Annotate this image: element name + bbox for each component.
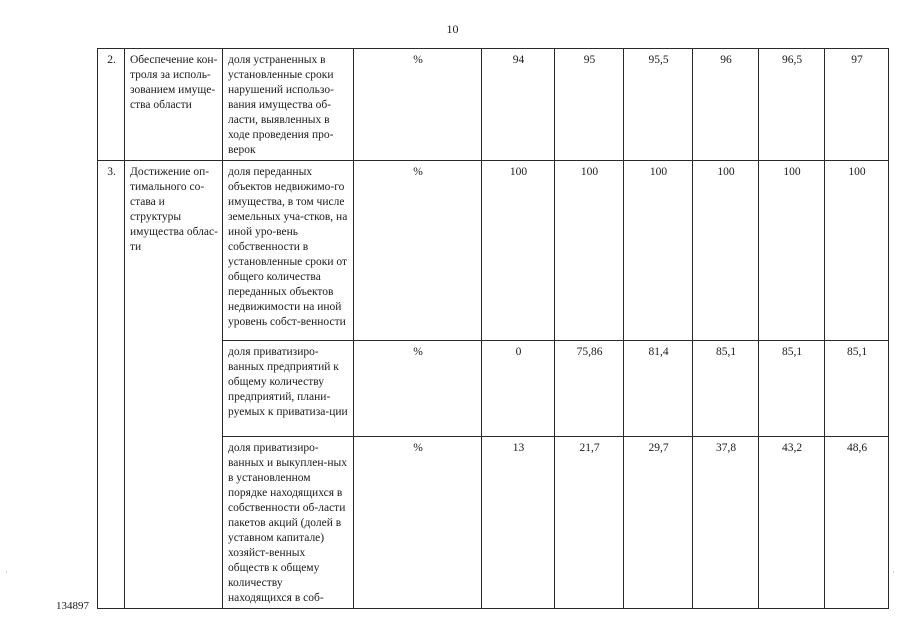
indicator-cell: доля переданных объектов недвижимо-го имущества, в том числе земельных уча-стков, на иной уро-вень собственности в установленные сроки от общего количества переданных объектов недвижимости на иной уровень собст-венности	[223, 161, 354, 341]
value-cell: 85,1	[759, 341, 825, 437]
document-code: 134897	[56, 600, 89, 612]
value-cell: 81,4	[624, 341, 693, 437]
value-cell: 96,5	[759, 49, 825, 161]
value-cell: 75,86	[555, 341, 624, 437]
value-cell: 100	[555, 161, 624, 341]
value-cell: 29,7	[624, 437, 693, 609]
value-cell: 85,1	[825, 341, 889, 437]
value-cell: 100	[759, 161, 825, 341]
value-cell: 95,5	[624, 49, 693, 161]
value-cell: 100	[624, 161, 693, 341]
table-row	[98, 161, 889, 341]
value-cell: 95	[555, 49, 624, 161]
row-number: 3.	[98, 161, 125, 609]
value-cell: 48,6	[825, 437, 889, 609]
value-cell: 43,2	[759, 437, 825, 609]
indicator-cell: доля устраненных в установленные сроки нарушений использо-вания имущества об-ласти, выявленных в ходе проведения про-верок	[223, 49, 354, 161]
value-cell: 13	[482, 437, 555, 609]
unit-cell: %	[354, 161, 482, 341]
value-cell: 100	[825, 161, 889, 341]
row-number: 2.	[98, 49, 125, 161]
scan-speck: ·	[892, 568, 895, 577]
value-cell: 85,1	[693, 341, 759, 437]
value-cell: 97	[825, 49, 889, 161]
indicators-table	[97, 48, 889, 609]
scan-speck: ·	[5, 568, 8, 577]
value-cell: 37,8	[693, 437, 759, 609]
unit-cell: %	[354, 341, 482, 437]
value-cell: 96	[693, 49, 759, 161]
indicator-cell: доля приватизиро-ванных предприятий к общему количеству предприятий, плани-руемых к приватиза-ции	[223, 341, 354, 437]
value-cell: 100	[693, 161, 759, 341]
value-cell: 100	[482, 161, 555, 341]
table-row	[98, 49, 889, 161]
goal-cell: Обеспечение кон-троля за исполь-зованием имуще-ства области	[125, 49, 223, 161]
indicator-cell: доля приватизиро-ванных и выкуплен-ных в установленном порядке находящихся в собственности об-ласти пакетов акций (долей в уставном капитале) хозяйст-венных обществ к общему количеству находящихся в соб-	[223, 437, 354, 609]
page-number: 10	[446, 22, 459, 36]
unit-cell: %	[354, 49, 482, 161]
value-cell: 0	[482, 341, 555, 437]
value-cell: 94	[482, 49, 555, 161]
goal-cell: Достижение оп-тимального со-става и структуры имущества облас-ти	[125, 161, 223, 609]
value-cell: 21,7	[555, 437, 624, 609]
unit-cell: %	[354, 437, 482, 609]
